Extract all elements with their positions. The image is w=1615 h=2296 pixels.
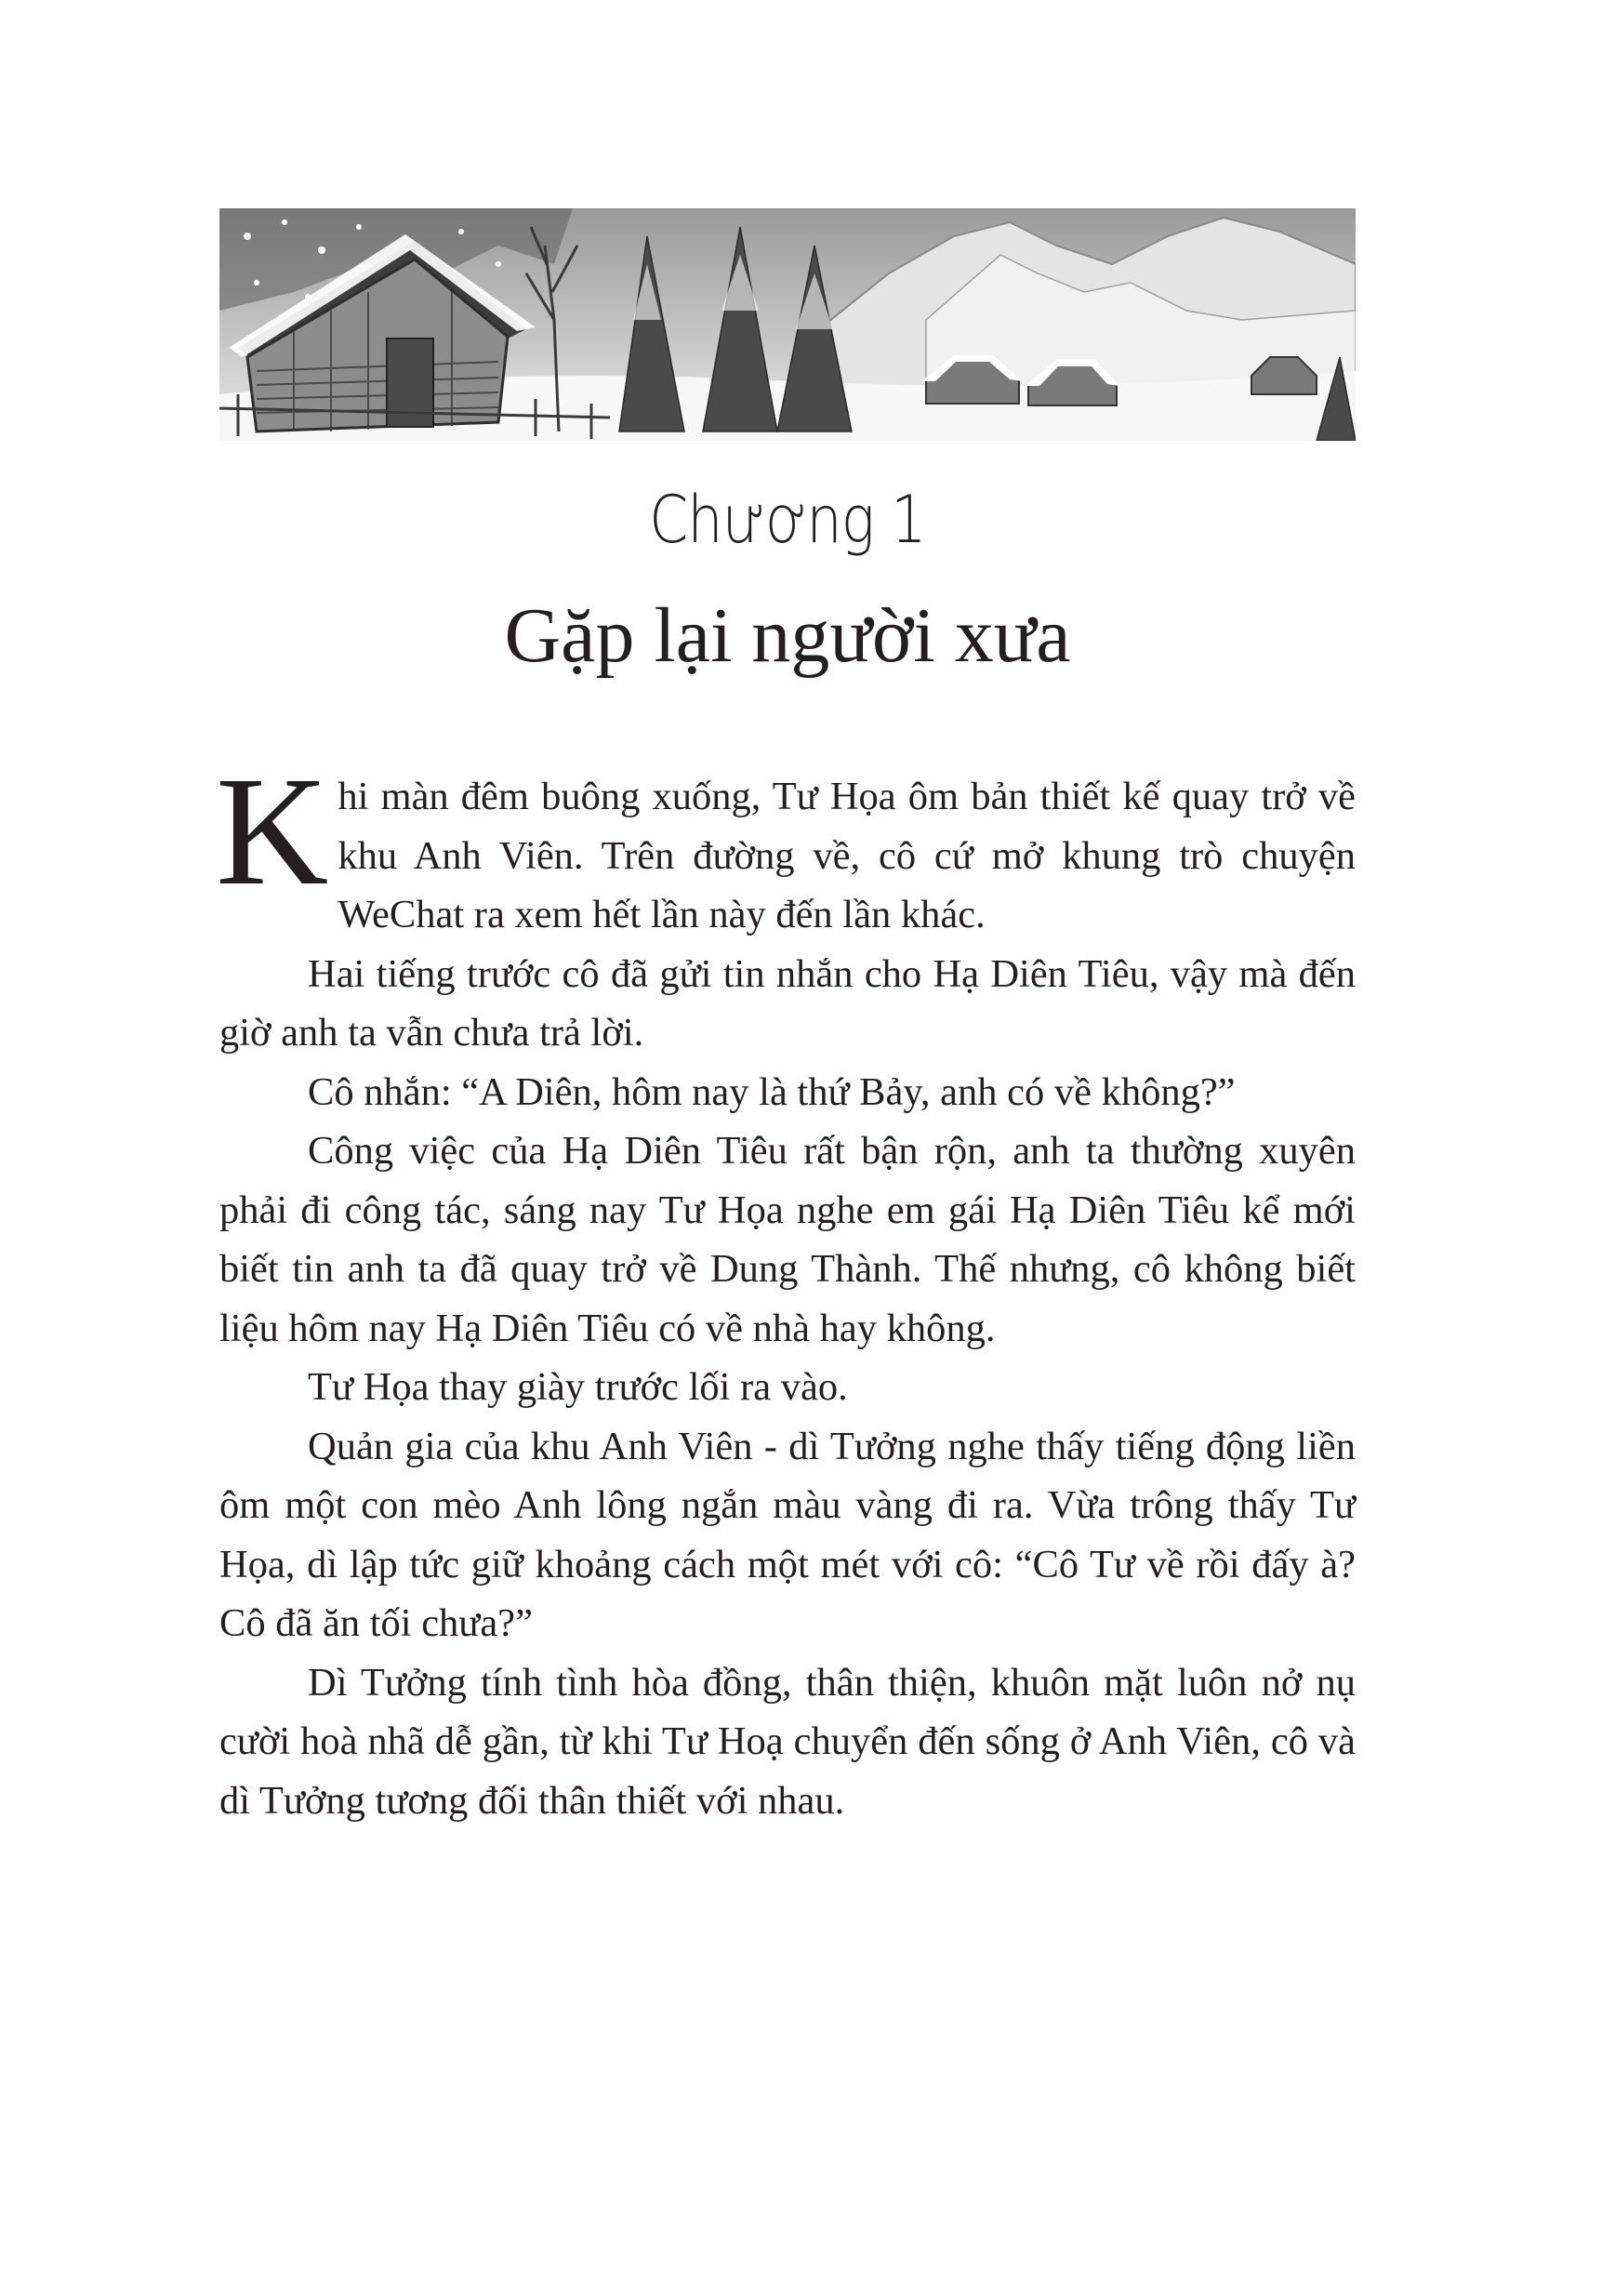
paragraph-6: Quản gia của khu Anh Viên - dì Tưởng nghe thấy tiếng động liền ôm một con mèo Anh lông ngắn màu vàng đi ra. Vừa trông thấy Tư Họa, dì lập tức giữ khoảng cách một mét với cô: “Cô Tư về rồi đấy à? Cô đã ăn tối chưa?”	[219, 1424, 1356, 1645]
paragraph-2: Hai tiếng trước cô đã gửi tin nhắn cho Hạ Diên Tiêu, vậy mà đến giờ anh ta vẫn chưa trả lời.	[219, 951, 1356, 1055]
paragraph-1-text: hi màn đêm buông xuống, Tư Họa ôm bản thiết kế quay trở về khu Anh Viên. Trên đường về, cô cứ mở khung trò chuyện WeChat ra xem hết lần này đến lần khác.	[338, 775, 1356, 936]
chapter-body	[216, 745, 1356, 1830]
winter-landscape-icon	[219, 208, 1356, 441]
paragraph-1	[216, 745, 1356, 945]
chapter-title: Gặp lại người xưa	[504, 592, 1071, 679]
drop-cap: K	[216, 745, 329, 918]
paragraph-5: Tư Họa thay giày trước lối ra vào.	[308, 1365, 848, 1409]
winter-landscape-illustration	[219, 208, 1356, 441]
paragraph-7: Dì Tưởng tính tình hòa đồng, thân thiện, khuôn mặt luôn nở nụ cười hoà nhã dễ gần, từ khi Tư Hoạ chuyển đến sống ở Anh Viên, cô và dì Tưởng tương đối thân thiết với nhau.	[219, 1660, 1356, 1823]
paragraph-3: Cô nhắn: “A Diên, hôm nay là thứ Bảy, anh có về không?”	[308, 1069, 1236, 1114]
paragraph-4: Công việc của Hạ Diên Tiêu rất bận rộn, anh ta thường xuyên phải đi công tác, sáng nay Tư Họa nghe em gái Hạ Diên Tiêu kể mới biết tin anh ta đã quay trở về Dung Thành. Thế nhưng, cô không biết liệu hôm nay Hạ Diên Tiêu có về nhà hay không.	[219, 1129, 1356, 1350]
chapter-label: Chương 1	[649, 482, 926, 558]
chapter-heading	[219, 479, 1356, 687]
